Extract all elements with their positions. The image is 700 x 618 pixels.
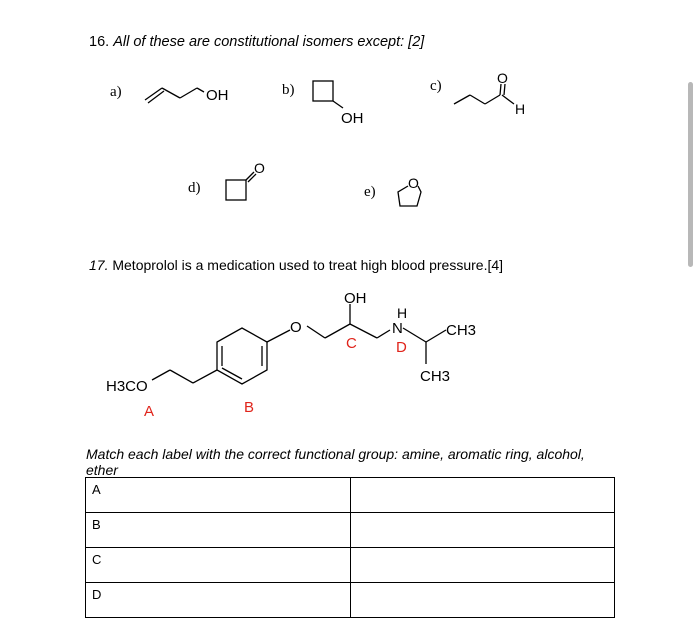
- hydroxyl-group: OH: [344, 290, 367, 307]
- table-row: [86, 548, 615, 583]
- answer-cell[interactable]: [351, 478, 615, 513]
- label-d: D: [396, 339, 407, 356]
- option-c-structure: [450, 68, 540, 120]
- option-a-label: a): [110, 84, 122, 100]
- table-row: [86, 583, 615, 618]
- metoprolol-structure: [100, 280, 520, 420]
- table-row: [86, 478, 615, 513]
- option-b-oh: OH: [341, 110, 364, 127]
- question-17-prompt: [89, 257, 503, 273]
- option-d-label: d): [188, 180, 201, 196]
- question-17-number: 17.: [89, 257, 109, 273]
- question-16-number: 16.: [89, 34, 110, 50]
- vertical-scrollbar[interactable]: [688, 82, 693, 267]
- answer-cell[interactable]: [351, 548, 615, 583]
- row-label: C: [86, 548, 351, 583]
- h3co-group: H3CO: [106, 378, 148, 395]
- option-b-structure: [305, 76, 385, 128]
- amine-nitrogen: N: [392, 320, 403, 337]
- answer-table: [85, 477, 615, 618]
- option-e-label: e): [364, 184, 376, 200]
- row-label: D: [86, 583, 351, 618]
- question-16-text: All of these are constitutional isomers except: [2]: [113, 34, 425, 50]
- label-b: B: [244, 399, 255, 416]
- option-a-structure: [140, 76, 240, 110]
- option-c-label: c): [430, 78, 442, 94]
- row-label: B: [86, 513, 351, 548]
- option-d-structure: [220, 158, 280, 208]
- ether-oxygen: O: [290, 319, 302, 336]
- methyl-top: CH3: [446, 322, 477, 339]
- option-b-label: b): [282, 82, 295, 98]
- label-c: C: [346, 335, 357, 352]
- matching-instruction: Match each label with the correct functional group: amine, aromatic ring, alcohol, ether: [86, 446, 585, 478]
- option-e-structure: [388, 168, 438, 218]
- option-c-oxygen: O: [497, 70, 508, 86]
- answer-cell[interactable]: [351, 513, 615, 548]
- question-17-text: Metoprolol is a medication used to treat high blood pressure.[4]: [112, 257, 504, 273]
- option-a-oh: OH: [206, 87, 229, 104]
- question-16-prompt: [89, 34, 424, 50]
- row-label: A: [86, 478, 351, 513]
- table-row: [86, 513, 615, 548]
- amine-hydrogen: H: [397, 305, 408, 321]
- answer-cell[interactable]: [351, 583, 615, 618]
- option-c-hydrogen: H: [515, 101, 526, 117]
- label-a: A: [144, 403, 155, 420]
- methyl-bottom: CH3: [420, 368, 451, 385]
- option-d-oxygen: O: [254, 160, 265, 176]
- option-e-oxygen: O: [408, 175, 419, 191]
